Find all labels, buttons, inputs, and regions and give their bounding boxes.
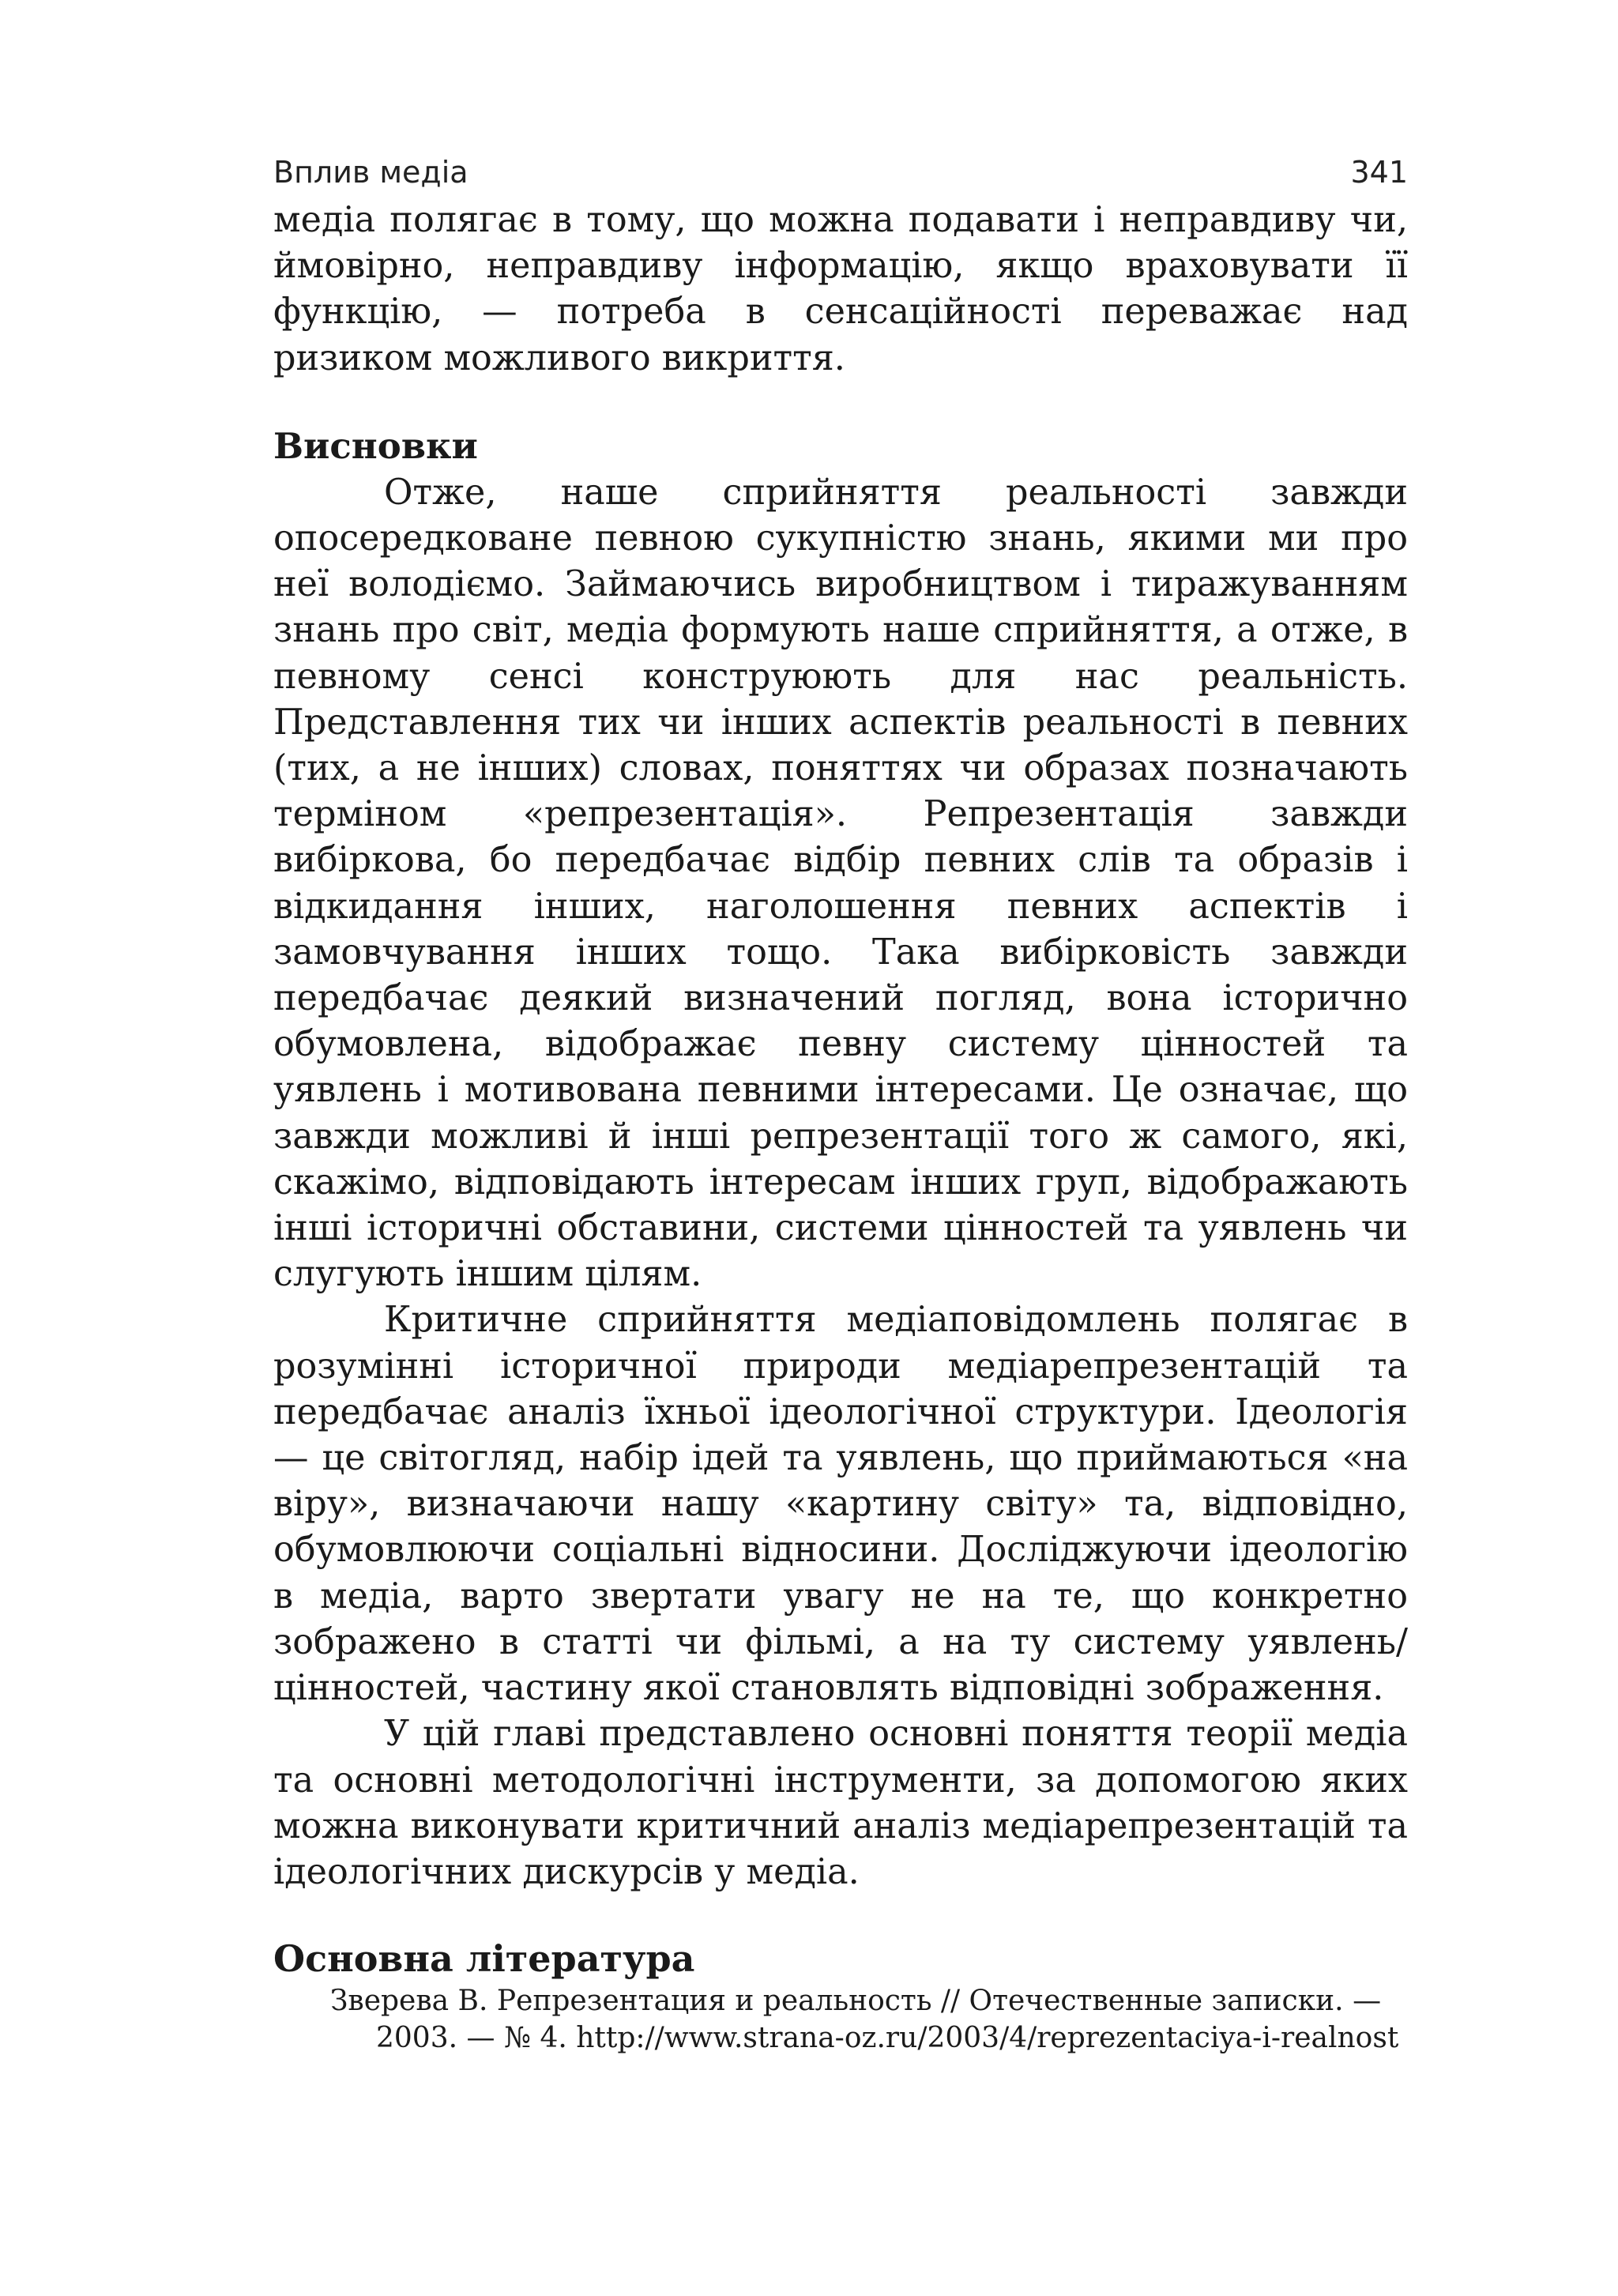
conclusions-paragraph-2: Критичне сприйняття медіаповідомлень полягає в розумінні історичної природи медіарепрезентацій та передбачає аналіз їхньої ідеологічної структури. Ідеологія — це світогляд, набір ідей та уявлень, що приймаються «на віру», визначаючи нашу «картину світу» та, відповідно, обумовлюючи соціальні відносини. Досліджуючи ідеологію в медіа, варто звертати увагу не на те, що конкретно зображено в статті чи фільмі, а на ту систему уявлень/цінностей, частину якої становлять відповідні зображення. xyxy=(273,1300,1408,1709)
conclusions-paragraph-3: У цій главі представлено основні поняття теорії медіа та основні методологічні інструменти, за допомогою яких можна виконувати критичний аналіз медіарепрезентацій та ідеологічних дискурсів у медіа. xyxy=(273,1714,1408,1892)
conclusions-heading: Висновки xyxy=(273,424,478,467)
running-head-section: Вплив медіа xyxy=(273,155,468,190)
literature-heading: Основна література xyxy=(273,1937,695,1981)
page-number: 341 xyxy=(1350,155,1408,190)
book-page xyxy=(273,150,1408,2057)
reference-item: Зверева В. Репрезентация и реальность // Отечественные записки. — 2003. — № 4. http://www.strana-oz.ru/2003/4/reprezentaciya-i-realnost xyxy=(330,1985,1399,2055)
running-head xyxy=(273,150,1408,198)
reference-list xyxy=(273,1982,1408,2057)
conclusions-paragraph-1: Отже, наше сприйняття реальності завжди опосередковане певною сукупністю знань, якими ми про неї володіємо. Займаючись виробництвом і тиражуванням знань про світ, медіа формують наше сприйняття, а отже, в певному сенсі конструюють для нас реальність. Представлення тих чи інших аспектів реальності в певних (тих, а не інших) словах, поняттях чи образах позначають терміном «репрезентація». Репрезентація завжди вибіркова, бо передбачає відбір певних слів та образів і відкидання інших, наголошення певних аспектів і замовчування інших тощо. Така вибірковість завжди передбачає деякий визначений погляд, вона історично обумовлена, відображає певну систему цінностей та уявлень і мотивована певними інтересами. Це означає, що завжди можливі й інші репрезентації того ж самого, які, скажімо, відповідають інтересам інших груп, відображають інші історичні обставини, системи цінностей та уявлень чи слугують іншим цілям. xyxy=(273,472,1408,1295)
intro-paragraph: медіа полягає в тому, що можна подавати і неправдиву чи, ймовірно, неправдиву інформацію, якщо враховувати її функцію, — потреба в сенсаційності переважає над ризиком можливого викриття. xyxy=(273,200,1408,378)
